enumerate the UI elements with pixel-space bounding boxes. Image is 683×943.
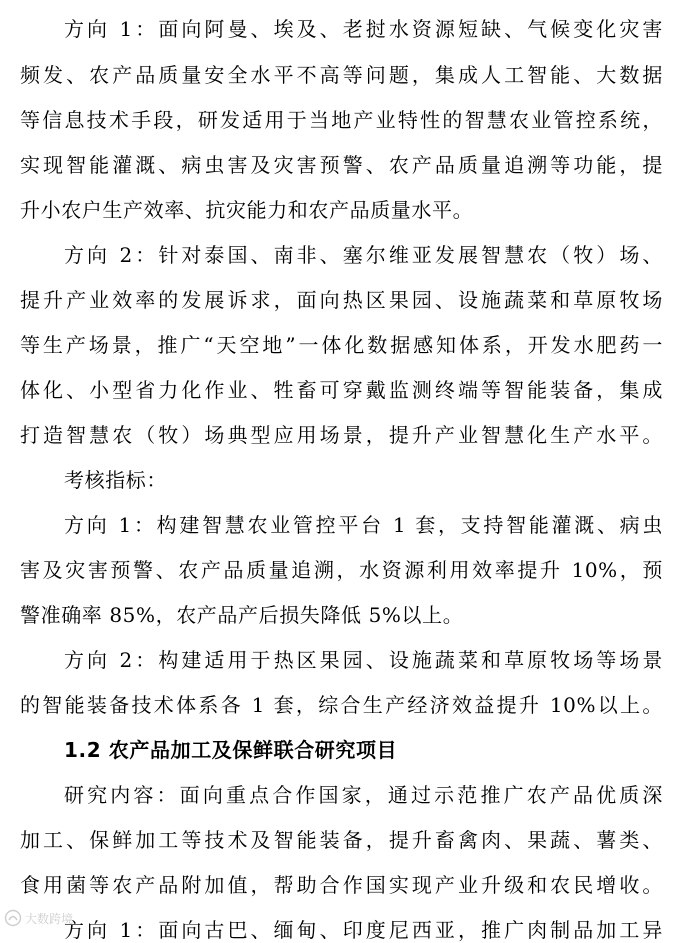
paragraph-line: 食用菌等农产品附加值，帮助合作国实现产业升级和农民增收。 [20,873,663,897]
paragraph-line: 害及灾害预警、农产品质量追溯，水资源利用效率提升 10%，预 [20,558,663,582]
paragraph-line: 研究内容：面向重点合作国家，通过示范推广农产品优质深 [64,783,663,807]
paragraph-line: 提升产业效率的发展诉求，面向热区果园、设施蔬菜和草原牧场 [20,288,663,312]
paragraph-line: 实现智能灌溉、病虫害及灾害预警、农产品质量追溯等功能，提 [20,153,663,177]
paragraph-line: 等信息技术手段，研发适用于当地产业特性的智慧农业管控系统， [20,108,663,132]
paragraph-line: 打造智慧农（牧）场典型应用场景，提升产业智慧化生产水平。 [20,423,663,447]
paragraph-line: 警准确率 85%，农产品产后损失降低 5%以上。 [20,603,464,627]
watermark-text: 大数跨境 [25,911,74,926]
paragraph-line: 的智能装备技术体系各 1 套，综合生产经济效益提升 10%以上。 [20,693,663,717]
paragraph-line: 方向 1：面向阿曼、埃及、老挝水资源短缺、气候变化灾害 [64,17,663,41]
section-label: 考核指标： [64,468,167,492]
paragraph-line: 方向 1：面向古巴、缅甸、印度尼西亚，推广肉制品加工异 [64,918,663,942]
paragraph-line: 方向 2：构建适用于热区果园、设施蔬菜和草原牧场等场景 [64,648,663,672]
paragraph-line: 等生产场景，推广“天空地”一体化数据感知体系，开发水肥药一 [20,333,663,357]
paragraph-line: 加工、保鲜加工等技术及智能装备，提升畜禽肉、果蔬、薯类、 [20,828,663,852]
watermark [4,908,73,928]
paragraph-line: 升小农户生产效率、抗灾能力和农产品质量水平。 [20,198,474,222]
paragraph-line: 方向 1：构建智慧农业管控平台 1 套，支持智能灌溉、病虫 [64,513,663,537]
brand-logo-icon [4,909,22,927]
paragraph-line: 方向 2：针对泰国、南非、塞尔维亚发展智慧农（牧）场、 [64,243,663,267]
paragraph-line: 体化、小型省力化作业、牲畜可穿戴监测终端等智能装备，集成 [20,378,663,402]
section-heading: 1.2 农产品加工及保鲜联合研究项目 [64,738,398,762]
paragraph-line: 频发、农产品质量安全水平不高等问题，集成人工智能、大数据 [20,63,663,87]
